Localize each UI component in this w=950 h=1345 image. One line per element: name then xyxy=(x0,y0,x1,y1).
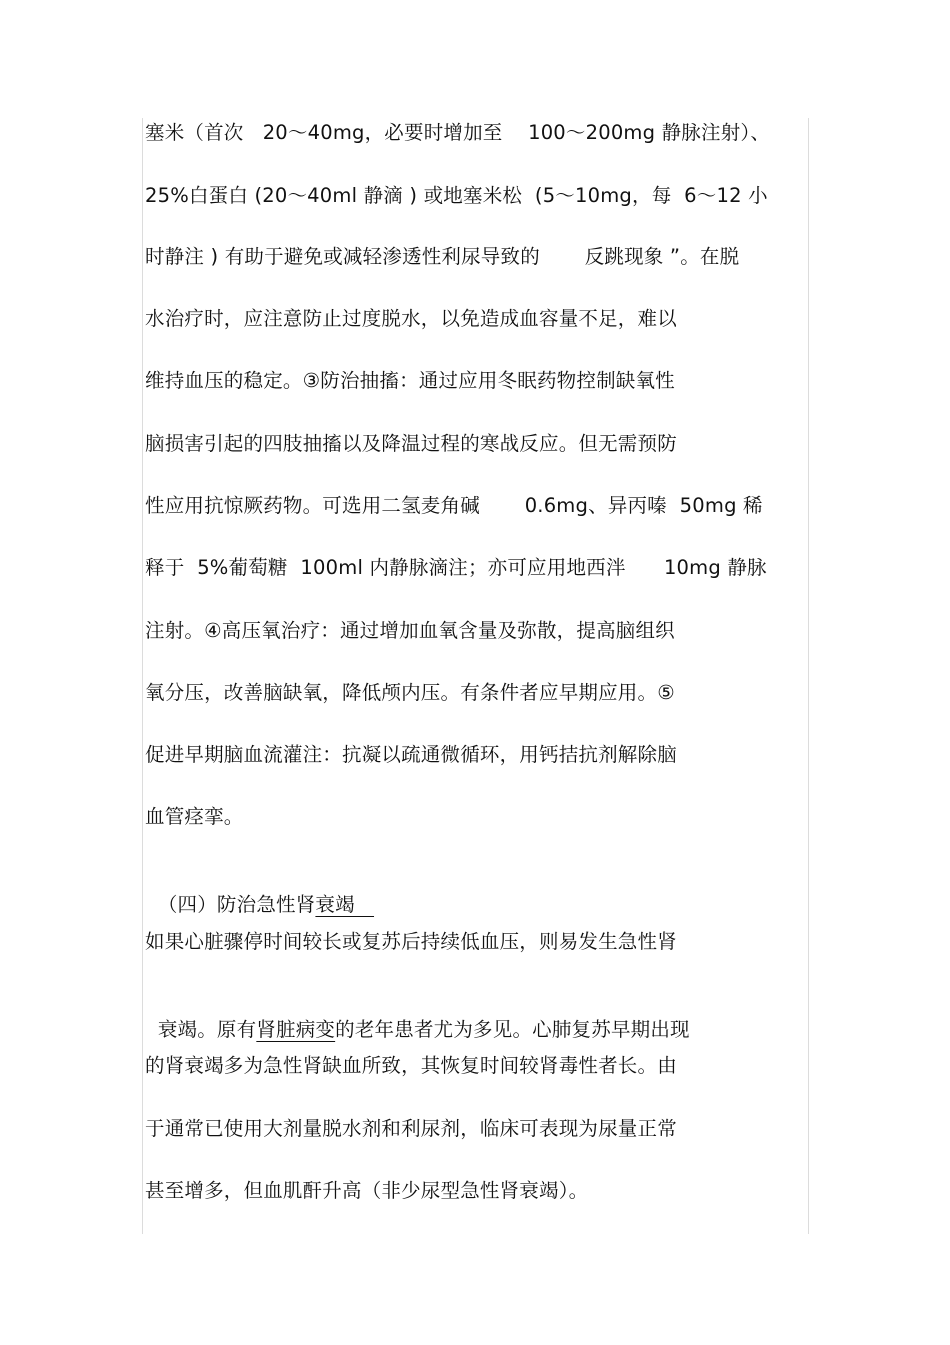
text-line-12: 血管痉挛。 xyxy=(145,805,244,828)
text-line-5: 维持血压的稳定。③防治抽搐：通过应用冬眠药物控制缺氧性 xyxy=(145,369,675,392)
text-line-7: 性应用抗惊厥药物。可选用二氢麦角碱 0.6mg、异丙嗪 50mg 稀 xyxy=(145,494,763,517)
text-line-4: 水治疗时，应注意防止过度脱水，以免造成血容量不足，难以 xyxy=(145,307,677,330)
text-line-10: 氧分压，改善脑缺氧，降低颅内压。有条件者应早期应用。⑤ xyxy=(145,681,675,704)
text-line-8: 释于 5%葡萄糖 100ml 内静脉滴注；亦可应用地西泮 10mg 静脉 xyxy=(145,556,767,579)
text-line-3: 时静注 ) 有助于避免或减轻渗透性利尿导致的 反跳现象 ”。在脱 xyxy=(145,245,740,268)
text-line-1: 塞米（首次 20～40mg，必要时增加至 100～200mg 静脉注射）、 xyxy=(145,121,771,144)
text-line-15: 的肾衰竭多为急性肾缺血所致，其恢复时间较肾毒性者长。由 xyxy=(145,1054,677,1077)
underlined-term: 肾脏病变 xyxy=(256,1018,336,1041)
text-line-6: 脑损害引起的四肢抽搐以及降温过程的寒战反应。但无需预防 xyxy=(145,432,677,455)
section-heading-prefix: （四）防治急性肾 xyxy=(157,893,316,916)
text-segment: 的老年患者尤为多见。心肺复苏早期出现 xyxy=(335,1018,690,1041)
text-line-2: 25%白蛋白 (20～40ml 静滴 ) 或地塞米松 (5～10mg，每 6～12 小 xyxy=(145,184,768,207)
text-line-11: 促进早期脑血流灌注：抗凝以疏通微循环，用钙拮抗剂解除脑 xyxy=(145,743,677,766)
text-line-17: 甚至增多，但血肌酐升高（非少尿型急性肾衰竭）。 xyxy=(145,1179,589,1202)
section-heading-underlined: 衰竭 xyxy=(315,893,375,916)
text-line-9: 注射。④高压氧治疗：通过增加血氧含量及弥散，提高脑组织 xyxy=(145,619,675,642)
text-line-16: 于通常已使用大剂量脱水剂和利尿剂，临床可表现为尿量正常 xyxy=(145,1117,677,1140)
text-line-13: 如果心脏骤停时间较长或复苏后持续低血压，则易发生急性肾 xyxy=(145,930,677,953)
text-segment: 衰竭。原有 xyxy=(157,1018,257,1041)
section-heading xyxy=(145,866,374,918)
text-line-14 xyxy=(145,991,690,1043)
